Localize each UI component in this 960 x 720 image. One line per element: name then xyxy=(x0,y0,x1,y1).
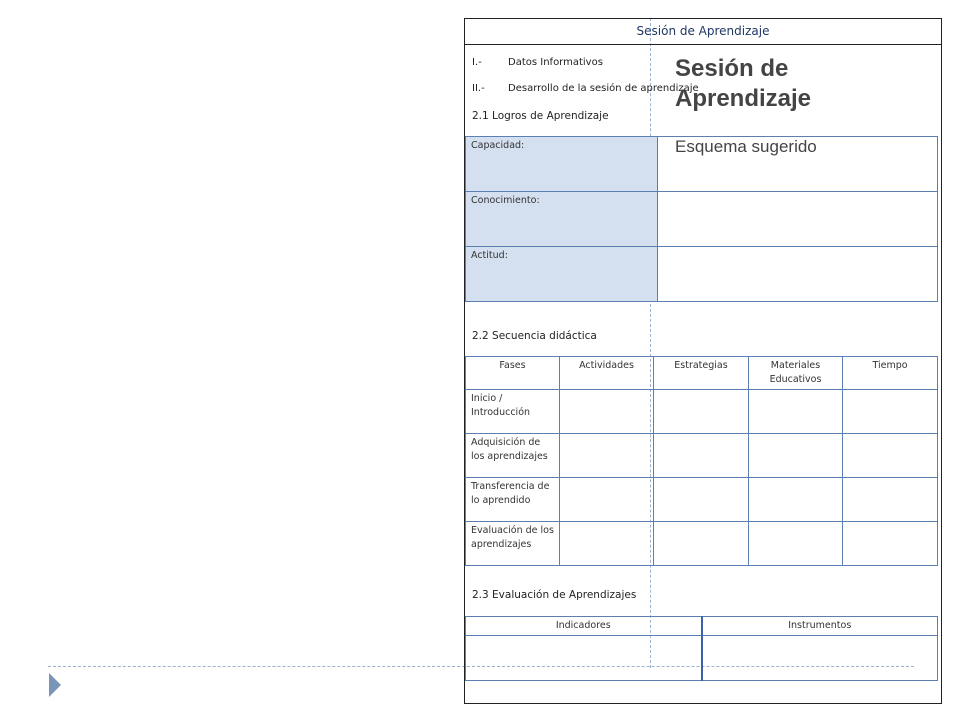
column-header: Materiales Educativos xyxy=(749,357,843,390)
lesson-document xyxy=(464,18,942,704)
column-header: Instrumentos xyxy=(702,617,938,636)
table-cell[interactable] xyxy=(466,636,702,681)
column-header: Actividades xyxy=(560,357,654,390)
table-cell[interactable] xyxy=(560,478,654,522)
item-number-2: II.- xyxy=(472,83,485,94)
document-header: Sesión de Aprendizaje xyxy=(465,19,941,45)
column-header: Estrategias xyxy=(654,357,749,390)
table-cell[interactable] xyxy=(654,478,749,522)
table-cell[interactable] xyxy=(843,522,938,566)
logros-heading: 2.1 Logros de Aprendizaje xyxy=(472,110,609,122)
item-number-1: I.- xyxy=(472,57,482,68)
table-cell[interactable] xyxy=(843,478,938,522)
table-row xyxy=(466,636,938,681)
phase-label: Evaluación de los aprendizajes xyxy=(466,522,560,566)
table-cell[interactable] xyxy=(654,434,749,478)
logros-cell[interactable] xyxy=(658,247,938,302)
evaluacion-header-row xyxy=(466,617,938,636)
table-cell[interactable] xyxy=(749,434,843,478)
slide-subtitle: Esquema sugerido xyxy=(675,137,817,156)
secuencia-heading: 2.2 Secuencia didáctica xyxy=(472,330,597,342)
logros-label: Conocimiento: xyxy=(466,192,658,247)
phase-label: Inicio / Introducción xyxy=(466,390,560,434)
phase-label: Transferencia de lo aprendido xyxy=(466,478,560,522)
logros-row xyxy=(466,192,938,247)
logros-label: Capacidad: xyxy=(466,137,658,192)
table-cell[interactable] xyxy=(560,434,654,478)
table-cell[interactable] xyxy=(749,478,843,522)
secuencia-table xyxy=(465,356,938,566)
table-row xyxy=(466,390,938,434)
table-cell[interactable] xyxy=(749,522,843,566)
bullet-arrow-icon xyxy=(49,673,61,697)
table-cell[interactable] xyxy=(654,522,749,566)
logros-cell[interactable] xyxy=(658,192,938,247)
logros-table xyxy=(465,136,938,302)
item-label-1: Datos Informativos xyxy=(508,57,603,68)
table-cell[interactable] xyxy=(843,390,938,434)
table-row xyxy=(466,522,938,566)
evaluacion-heading: 2.3 Evaluación de Aprendizajes xyxy=(472,589,637,601)
logros-label: Actitud: xyxy=(466,247,658,302)
table-cell[interactable] xyxy=(702,636,938,681)
table-cell[interactable] xyxy=(560,390,654,434)
column-header: Tiempo xyxy=(843,357,938,390)
secuencia-header-row xyxy=(466,357,938,390)
phase-label: Adquisición de los aprendizajes xyxy=(466,434,560,478)
table-row xyxy=(466,478,938,522)
table-cell[interactable] xyxy=(560,522,654,566)
item-label-2: Desarrollo de la sesión de aprendizaje xyxy=(508,83,699,94)
logros-row xyxy=(466,247,938,302)
slide-title: Sesión de Aprendizaje xyxy=(675,55,812,112)
table-row xyxy=(466,434,938,478)
table-cell[interactable] xyxy=(749,390,843,434)
column-header: Indicadores xyxy=(466,617,702,636)
column-header: Fases xyxy=(466,357,560,390)
table-cell[interactable] xyxy=(654,390,749,434)
table-cell[interactable] xyxy=(843,434,938,478)
evaluacion-table xyxy=(465,616,938,681)
